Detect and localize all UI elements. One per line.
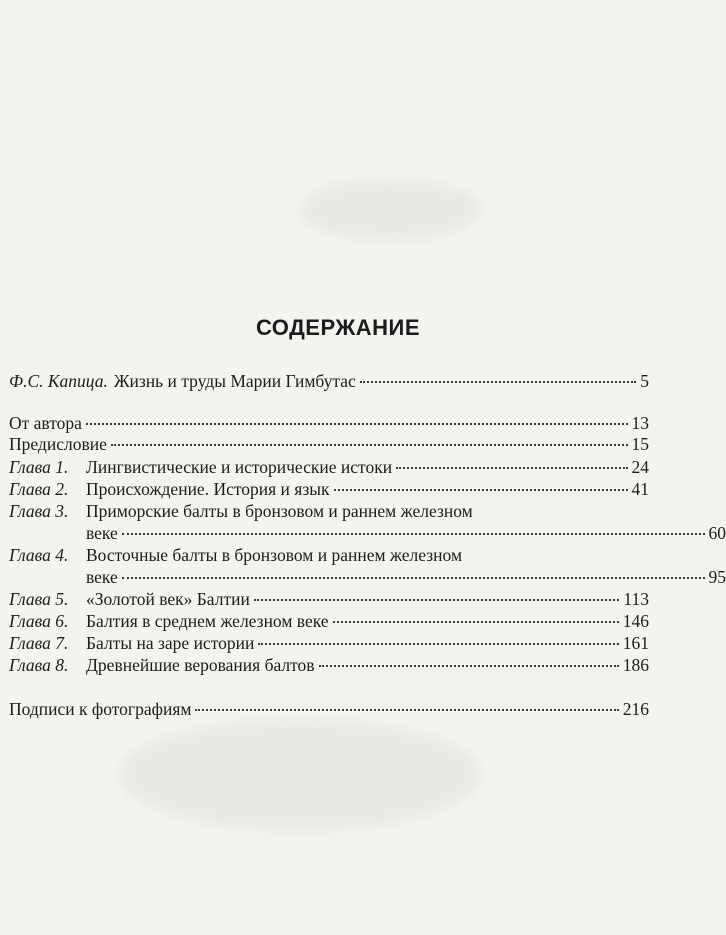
toc-entry-chapter-6 xyxy=(9,610,649,632)
chapter-label: Глава 5. xyxy=(9,589,69,609)
dot-leader xyxy=(319,665,619,667)
toc-entry-title: Восточные балты в бронзовом и раннем железном xyxy=(86,545,463,565)
dot-leader xyxy=(360,381,636,383)
toc-entry-chapter-2 xyxy=(9,478,649,500)
chapter-label: Глава 8. xyxy=(9,655,69,675)
toc-entry-title: Предисловие xyxy=(9,434,107,454)
toc-entry-title: «Золотой век» Балтии xyxy=(86,589,250,609)
toc-entry-title: Древнейшие верования балтов xyxy=(86,655,315,675)
toc-entry-chapter-8 xyxy=(9,654,649,676)
chapter-label: Глава 3. xyxy=(9,501,69,521)
toc-entry-title: От автора xyxy=(9,413,82,433)
toc-author: Ф.С. Капица. xyxy=(9,371,108,391)
toc-entry-title: Подписи к фотографиям xyxy=(9,699,192,719)
toc-entry-title: Происхождение. История и язык xyxy=(86,479,330,499)
toc-entry-author-note xyxy=(9,412,649,434)
dot-leader xyxy=(254,599,620,601)
page-title: СОДЕРЖАНИЕ xyxy=(255,315,421,340)
toc-page-number: 95 xyxy=(708,567,726,587)
page-smudge xyxy=(120,720,480,830)
toc-page-number: 186 xyxy=(622,655,649,675)
chapter-label: Глава 2. xyxy=(9,479,69,499)
toc-page-number: 24 xyxy=(631,457,649,477)
dot-leader xyxy=(195,709,618,711)
toc-entry-preface xyxy=(9,433,649,455)
toc-page-number: 41 xyxy=(631,479,649,499)
chapter-label: Глава 1. xyxy=(9,457,69,477)
toc-entry-title: Приморские балты в бронзовом и раннем железном xyxy=(86,501,473,521)
toc-entry-title-continued: веке xyxy=(86,523,118,543)
dot-leader xyxy=(396,467,627,469)
toc-page-number: 161 xyxy=(622,633,649,653)
toc-page-number: 216 xyxy=(622,699,649,719)
chapter-label: Глава 4. xyxy=(9,545,69,565)
toc-entry-title: Жизнь и труды Марии Гимбутас xyxy=(113,371,356,391)
toc-page-number: 15 xyxy=(631,434,649,454)
toc-entry-chapter-4 xyxy=(9,544,726,590)
toc-entry-title: Балтия в среднем железном веке xyxy=(86,611,329,631)
toc-page-number: 13 xyxy=(631,413,649,433)
toc-entry-chapter-3 xyxy=(9,500,726,546)
toc-page-number: 60 xyxy=(708,523,726,543)
toc-entry-chapter-1 xyxy=(9,456,649,478)
toc-page-number: 113 xyxy=(623,589,649,609)
dot-leader xyxy=(334,489,628,491)
dot-leader xyxy=(122,533,705,535)
toc-page-number: 5 xyxy=(640,371,649,391)
chapter-label: Глава 6. xyxy=(9,611,69,631)
toc-entry-title: Лингвистические и исторические истоки xyxy=(86,457,393,477)
dot-leader xyxy=(122,577,705,579)
chapter-label: Глава 7. xyxy=(9,633,69,653)
dot-leader xyxy=(258,643,618,645)
toc-entry-chapter-5 xyxy=(9,588,649,610)
toc-entry-photo-captions xyxy=(9,698,649,720)
toc-entry-chapter-7 xyxy=(9,632,649,654)
dot-leader xyxy=(333,621,619,623)
toc-page-number: 146 xyxy=(622,611,649,631)
toc-entry-intro xyxy=(9,370,649,392)
toc-entry-title: Балты на заре истории xyxy=(86,633,255,653)
page-smudge xyxy=(300,180,480,240)
toc-entry-title-continued: веке xyxy=(86,567,118,587)
dot-leader xyxy=(86,423,628,425)
dot-leader xyxy=(111,444,628,446)
